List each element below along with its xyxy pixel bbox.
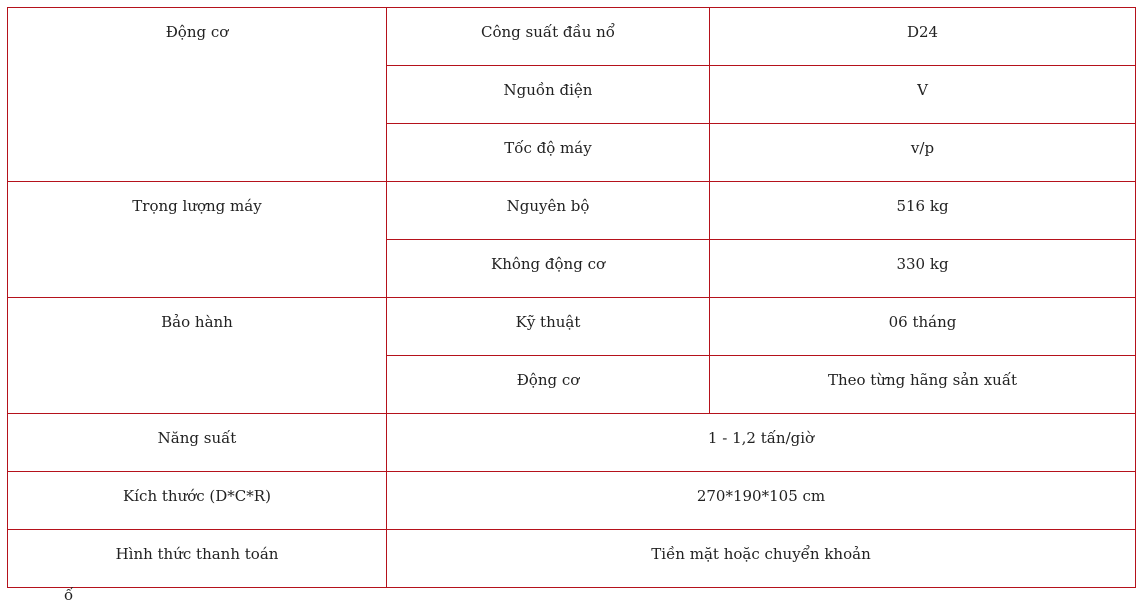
cut-off-text: ố [64,586,74,604]
machine-speed-name: Tốc độ máy [504,139,592,157]
engine-warranty-name: Động cơ [516,371,580,389]
engine-warranty-value-cell [710,356,1136,414]
capacity-value-cell [387,414,1136,472]
weight-label-cell [8,182,387,298]
full-set-name: Nguyên bộ [506,197,590,215]
dimensions-value-cell [387,472,1136,530]
no-engine-name: Không động cơ [490,255,606,273]
power-source-name-cell [387,66,710,124]
engine-label-cell [8,8,387,182]
power-source-value: V [917,81,928,99]
warranty-label: Bảo hành [161,313,233,331]
engine-power-value-cell [710,8,1136,66]
no-engine-value: 330 kg [896,255,949,273]
table-row [8,414,1136,472]
table-row [8,8,1136,66]
table-row [8,530,1136,588]
payment-value-cell [387,530,1136,588]
machine-speed-value: v/p [910,139,935,157]
power-source-value-cell [710,66,1136,124]
capacity-value: 1 - 1,2 tấn/giờ [707,429,815,447]
engine-warranty-value: Theo từng hãng sản xuất [827,371,1018,389]
capacity-label-cell [8,414,387,472]
full-set-value: 516 kg [896,197,949,215]
table-row [8,182,1136,240]
technical-name-cell [387,298,710,356]
technical-name: Kỹ thuật [515,313,581,331]
engine-power-name-cell [387,8,710,66]
machine-speed-value-cell [710,124,1136,182]
technical-value-cell [710,298,1136,356]
warranty-label-cell [8,298,387,414]
full-set-value-cell [710,182,1136,240]
dimensions-label: Kích thước (D*C*R) [123,487,271,505]
dimensions-label-cell [8,472,387,530]
weight-label: Trọng lượng máy [132,197,262,215]
spec-table [7,7,1136,588]
power-source-name: Nguồn điện [503,81,593,99]
payment-label-cell [8,530,387,588]
payment-label: Hình thức thanh toán [115,545,279,563]
table-row [8,298,1136,356]
machine-speed-name-cell [387,124,710,182]
table-row [8,472,1136,530]
no-engine-name-cell [387,240,710,298]
dimensions-value: 270*190*105 cm [696,487,826,505]
capacity-label: Năng suất [157,429,237,447]
engine-power-name: Công suất đầu nổ [481,23,615,41]
full-set-name-cell [387,182,710,240]
technical-value: 06 tháng [888,313,957,331]
no-engine-value-cell [710,240,1136,298]
payment-value: Tiền mặt hoặc chuyển khoản [651,545,871,563]
engine-power-value: D24 [906,23,939,41]
engine-label: Động cơ [165,23,229,41]
engine-warranty-name-cell [387,356,710,414]
